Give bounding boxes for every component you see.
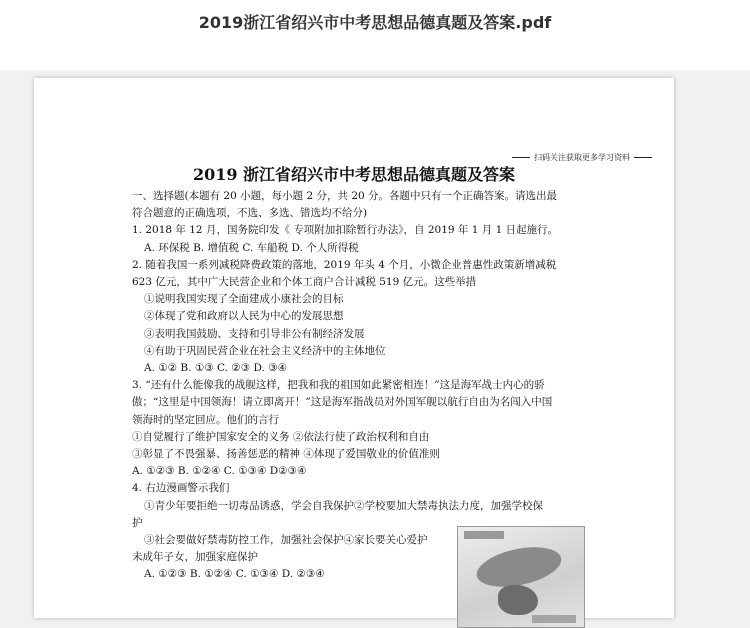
text-line: A. ①②③ B. ①②④ C. ①③④ D②③④ [132,465,307,478]
text-line: A. ①②③ B. ①②④ C. ①③④ D. ②③④ [144,568,325,581]
text-line: ②体现了党和政府以人民为中心的发展思想 [144,310,344,323]
text-line: 623 亿元，其中广大民营企业和个体工商户合计减税 519 亿元。这些举措 [132,276,477,289]
document-body [132,188,632,584]
text-line: ④有助于巩固民营企业在社会主义经济中的主体地位 [144,344,386,357]
text-line: ③社会要做好禁毒防控工作，加强社会保护④家长要关心爱护 [144,534,428,547]
banner-text: 扫码关注获取更多学习资料 [534,153,630,162]
text-line: A. ①② B. ①③ C. ②③ D. ③④ [144,362,288,375]
cartoon-image [457,526,585,628]
document-title: 2019 浙江省绍兴市中考思想品德真题及答案 [192,165,516,184]
text-line: 3. “还有什么能像我的战舰这样，把我和我的祖国如此紧密相连！”这是海军战士内心的骄 [132,379,545,392]
text-line: 4. 右边漫画警示我们 [132,482,230,495]
text-line: 1. 2018 年 12 月，国务院印发《 专项附加扣除暂行办法》，自 2019 年 1 月 1 日起施行。 [132,224,559,237]
text-line: A. 环保税 B. 增值税 C. 车船税 D. 个人所得税 [144,241,359,254]
viewer-header [0,0,750,70]
text-line: 符合题意的正确选项，不选、多选、错选均不给分) [132,207,368,220]
cartoon-caption-top [464,531,504,539]
file-title: 2019浙江省绍兴市中考思想品德真题及答案.pdf [198,13,552,32]
text-line: ①青少年要拒绝一切毒品诱惑，学会自我保护②学校要加大禁毒执法力度，加强学校保 [144,499,543,512]
text-line: 傲；“这里是中国领海！请立即离开！”这是海军指战员对外国军舰以航行自由为名闯入中国 [132,396,553,409]
text-line: ①自觉履行了维护国家安全的义务 ②依法行使了政治权利和自由 [132,430,430,443]
text-line: ①说明我国实现了全面建成小康社会的目标 [144,293,344,306]
text-line: ③表明我国鼓励、支持和引导非公有制经济发展 [144,327,365,340]
cartoon-caption-bottom [532,615,576,623]
pdf-page[interactable] [34,78,674,618]
text-line: 未成年子女，加强家庭保护 [132,551,258,564]
text-line: 护 [132,516,143,529]
text-line: ③彰显了不畏强暴、扬善惩恶的精神 ④体现了爱国敬业的价值准则 [132,448,440,461]
banner-rule-right [634,157,652,158]
text-line: 领海时的坚定回应。他们的言行 [132,413,279,426]
text-line: 2. 随着我国一系列减税降费政策的落地，2019 年头 4 个月，小微企业普惠性政策新增减税 [132,258,557,271]
text-line: 一、选择题(本题有 20 小题，每小题 2 分，共 20 分。各题中只有一个正确答案。请选出最 [132,190,558,202]
banner-rule-left [512,157,530,158]
